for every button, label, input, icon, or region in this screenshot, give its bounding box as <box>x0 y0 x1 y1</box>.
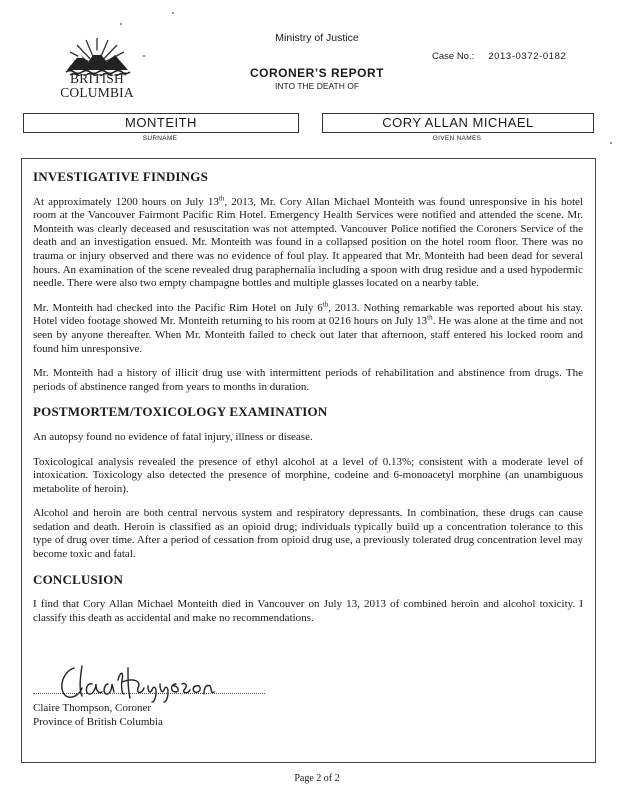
findings-heading: INVESTIGATIVE FINDINGS <box>33 169 209 184</box>
signature-line <box>33 693 265 694</box>
coroner-signature-block <box>33 702 163 729</box>
conclusion-paragraph: I find that Cory Allan Michael Monteith died in Vancouver on July 13, 2013 of combined heroin and alcohol toxicity. I classify this death as accidental and make no recommendations. <box>33 598 583 624</box>
scan-speck <box>172 12 174 14</box>
given-names-caption: GIVEN NAMES <box>432 135 482 142</box>
ministry-name: Ministry of Justice <box>275 32 359 44</box>
margin-mark <box>21 489 22 511</box>
report-content <box>33 170 583 636</box>
toxicology-heading: POSTMORTEM/TOXICOLOGY EXAMINATION <box>33 404 328 420</box>
case-number <box>432 51 566 62</box>
toxicology-paragraph-3: Alcohol and heroin are both central nervous system and respiratory depressants. In combination, these drugs can cause sedation and death. Heroin is classified as an opioid drug; individuals typically build up a concentration tolerance to this type of drug over time. After a period of cessation from opioid drug use, a previously tolerated drug concentration level may become toxic and fatal. <box>33 507 583 561</box>
findings-paragraph-3: Mr. Monteith had a history of illicit drug use with intermittent periods of rehabilitation and abstinence from drugs. The periods of abstinence ranged from years to months in duration. <box>33 367 583 393</box>
report-subtitle: INTO THE DEATH OF <box>274 81 360 91</box>
conclusion-heading: CONCLUSION <box>33 571 124 587</box>
surname-caption: SURNAME <box>142 135 178 142</box>
case-label: Case No.: <box>432 51 475 62</box>
case-number-value: 2013-0372-0182 <box>488 51 567 62</box>
given-names-field: CORY ALLAN MICHAEL <box>322 113 594 133</box>
scan-speck <box>610 142 612 144</box>
findings-paragraph-1: At approximately 1200 hours on July 13th, 2013, Mr. Cory Allan Michael Monteith was found unresponsive in his hotel room at the Vancouver Fairmont Pacific Rim Hotel. Emergency Health Services were notified and attended the scene. Mr. Monteith was clearly deceased and resuscitation was not attempted. Vancouver Police notified the Coroners Service of the death and an investigation ensued. Mr. Monteith was found in a collapsed position on the hotel room floor. There was no trauma or injury observed and there was no evidence of foul play. It appeared that Mr. Monteith had been dead for several hours. An examination of the scene revealed drug paraphernalia including a spoon with drug residue and a used hypodermic needle. There were also two empty champagne bottles and multiple glasses located on a nearby table. <box>33 193 583 290</box>
coroner-organization: Province of British Columbia <box>33 715 163 728</box>
handwritten-signature <box>52 658 222 704</box>
coroner-name: Claire Thompson, Coroner <box>33 702 152 714</box>
scan-speck <box>143 55 145 57</box>
findings-paragraph-2: Mr. Monteith had checked into the Pacific Rim Hotel on July 6th, 2013. Nothing remarkable was reported about his stay. Hotel video footage showed Mr. Monteith returning to his room at 0216 hours on July 13th. He was alone at the time and not seen by anyone thereafter. When Mr. Monteith failed to check out later that afternoon, staff entered his locked room and found him unresponsive. <box>33 300 583 355</box>
logo-line2: COLUMBIA <box>60 85 134 100</box>
toxicology-paragraph-2: Toxicological analysis revealed the presence of ethyl alcohol at a level of 0.13%; consistent with a moderate level of intoxication. Toxicology also detected the presence of morphine, codeine and 6-monoacetyl morphine (an unambiguous metabolite of heroin). <box>33 455 583 495</box>
surname-field: MONTEITH <box>23 113 299 133</box>
logo-line1: BRITISH <box>70 71 124 86</box>
report-title: CORONER’S REPORT <box>249 66 384 80</box>
page-number: Page 2 of 2 <box>294 773 340 784</box>
toxicology-paragraph-1: An autopsy found no evidence of fatal injury, illness or disease. <box>33 430 313 443</box>
scan-speck <box>120 23 122 25</box>
